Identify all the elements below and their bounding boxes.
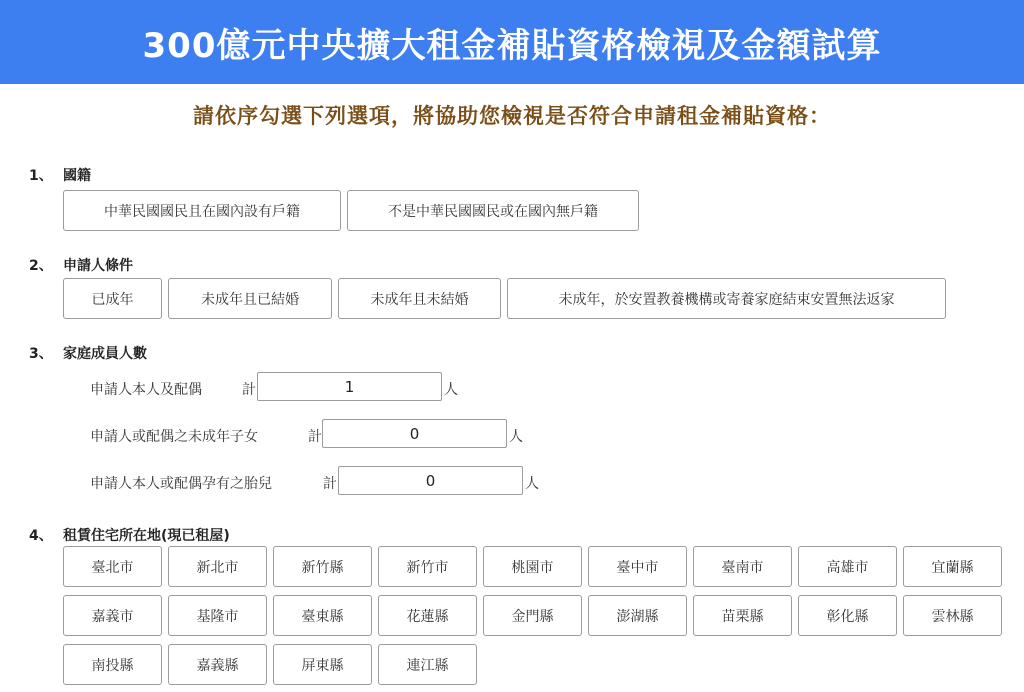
- instruction-text: 請依序勾選下列選項，將協助您檢視是否符合申請租金補貼資格：: [193, 104, 831, 128]
- county-button[interactable]: 臺南市: [693, 546, 792, 587]
- county-button[interactable]: 嘉義縣: [168, 644, 267, 685]
- section-number: 4、: [29, 528, 53, 544]
- county-button[interactable]: 高雄市: [798, 546, 897, 587]
- option-adult[interactable]: 已成年: [63, 278, 162, 319]
- count-prefix: 計: [323, 476, 337, 492]
- option-minor-foster-care[interactable]: 未成年，於安置教養機構或寄養家庭結束安置無法返家: [507, 278, 946, 319]
- count-prefix: 計: [242, 382, 256, 398]
- county-button[interactable]: 苗栗縣: [693, 595, 792, 636]
- county-button[interactable]: 花蓮縣: [378, 595, 477, 636]
- section-number: 3、: [29, 346, 53, 362]
- county-button[interactable]: 臺中市: [588, 546, 687, 587]
- count-prefix: 計: [308, 429, 322, 445]
- section-number: 1、: [29, 168, 53, 184]
- section-label: 申請人條件: [63, 258, 133, 274]
- section-nationality-title: [29, 165, 91, 185]
- county-button[interactable]: 嘉義市: [63, 595, 162, 636]
- county-button[interactable]: 桃園市: [483, 546, 582, 587]
- count-unit: 人: [444, 382, 458, 398]
- section-label: 國籍: [63, 168, 91, 184]
- option-not-citizen[interactable]: 不是中華民國國民或在國內無戶籍: [347, 190, 639, 231]
- county-button[interactable]: 臺北市: [63, 546, 162, 587]
- page-title-banner: [0, 0, 1024, 84]
- section-label: 家庭成員人數: [63, 346, 147, 362]
- county-button[interactable]: 雲林縣: [903, 595, 1002, 636]
- county-button[interactable]: 新竹縣: [273, 546, 372, 587]
- unborn-children-count-input[interactable]: [338, 466, 523, 495]
- option-minor-unmarried[interactable]: 未成年且未結婚: [338, 278, 501, 319]
- county-button[interactable]: 澎湖縣: [588, 595, 687, 636]
- county-button[interactable]: 新竹市: [378, 546, 477, 587]
- count-unit: 人: [525, 476, 539, 492]
- applicant-spouse-count-input[interactable]: [257, 372, 442, 401]
- option-minor-married[interactable]: 未成年且已結婚: [168, 278, 332, 319]
- count-unit: 人: [509, 429, 523, 445]
- county-button[interactable]: 金門縣: [483, 595, 582, 636]
- county-button[interactable]: 南投縣: [63, 644, 162, 685]
- county-button[interactable]: 新北市: [168, 546, 267, 587]
- section-applicant-title: [29, 255, 133, 275]
- applicant-spouse-label: 申請人本人及配偶: [90, 382, 202, 398]
- section-label: 租賃住宅所在地(現已租屋): [63, 528, 230, 544]
- section-household-title: [29, 343, 147, 363]
- minor-children-label: 申請人或配偶之未成年子女: [90, 429, 258, 445]
- county-button[interactable]: 彰化縣: [798, 595, 897, 636]
- option-citizen-with-household[interactable]: 中華民國國民且在國內設有戶籍: [63, 190, 341, 231]
- minor-children-count-input[interactable]: [322, 419, 507, 448]
- page-title: 300億元中央擴大租金補貼資格檢視及金額試算: [142, 25, 882, 66]
- county-button[interactable]: 宜蘭縣: [903, 546, 1002, 587]
- county-button[interactable]: 連江縣: [378, 644, 477, 685]
- section-location-title: [29, 525, 230, 545]
- county-button[interactable]: 基隆市: [168, 595, 267, 636]
- unborn-children-label: 申請人本人或配偶孕有之胎兒: [90, 476, 272, 492]
- county-button[interactable]: 臺東縣: [273, 595, 372, 636]
- county-button[interactable]: 屏東縣: [273, 644, 372, 685]
- section-number: 2、: [29, 258, 53, 274]
